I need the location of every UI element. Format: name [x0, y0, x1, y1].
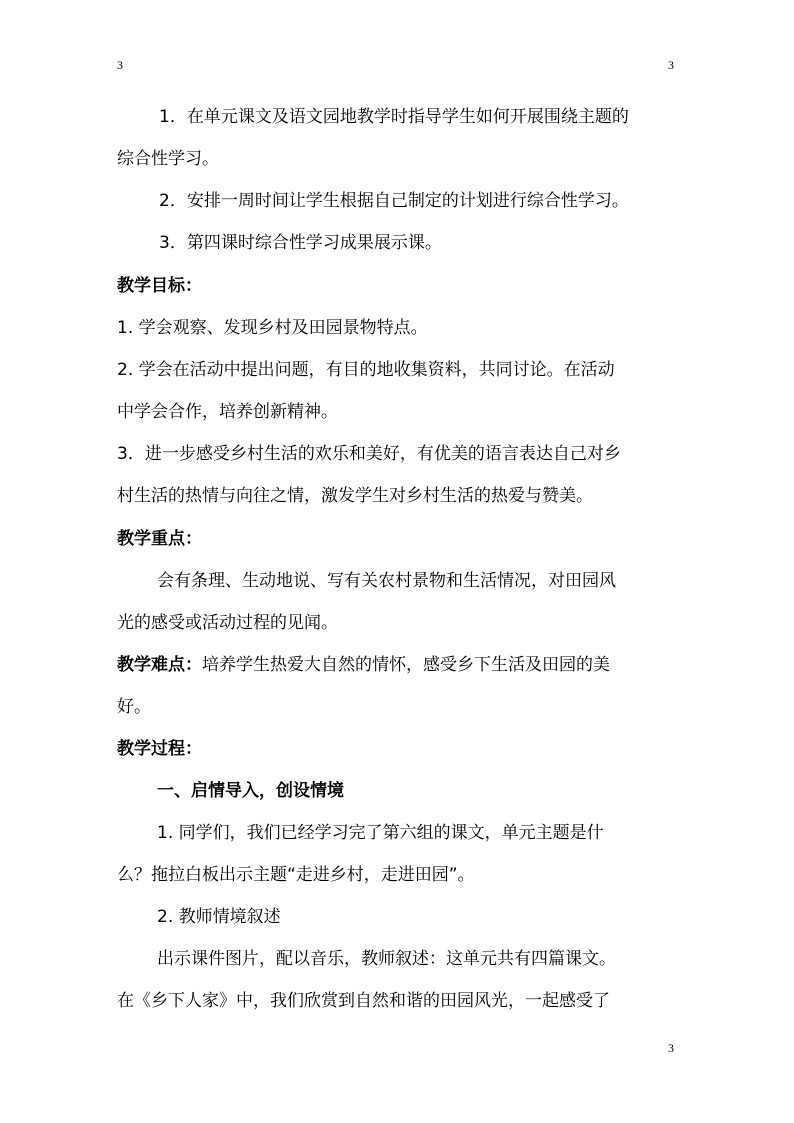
body-line: 综合性学习。 [117, 149, 219, 169]
section-heading: 教学目标： [117, 276, 202, 296]
difficulty-line [117, 654, 677, 676]
body-text: 培养学生热爱大自然的情怀，感受乡下生活及田园的美 [202, 655, 610, 675]
body-line: 么？拖拉白板出示主题“走进乡村，走进田园”。 [117, 865, 475, 885]
section-heading: 教学难点： [117, 655, 202, 675]
page-number-top-right: 3 [668, 58, 674, 72]
body-line: 1. 学会观察、发现乡村及田园景物特点。 [117, 318, 428, 338]
body-line: 好。 [117, 697, 151, 717]
section-heading: 教学过程： [117, 739, 202, 759]
body-line: 会有条理、生动地说、写有关农村景物和生活情况，对田园风 [157, 571, 616, 591]
page-number-bottom-right: 3 [668, 1041, 674, 1055]
subsection-heading: 一、启情导入，创设情境 [157, 781, 344, 801]
body-line: 3．第四课时综合性学习成果展示课。 [159, 233, 442, 253]
body-line: 2．安排一周时间让学生根据自己制定的计划进行综合性学习。 [159, 191, 629, 211]
body-line: 光的感受或活动过程的见闻。 [117, 613, 338, 633]
body-line: 2. 教师情境叙述 [157, 907, 281, 927]
body-line: 在《乡下人家》中，我们欣赏到自然和谐的田园风光，一起感受了 [117, 991, 610, 1011]
body-line: 出示课件图片，配以音乐，教师叙述：这单元共有四篇课文。 [157, 949, 616, 969]
body-line: 1. 同学们，我们已经学习完了第六组的课文，单元主题是什 [157, 823, 604, 843]
body-line: 2. 学会在活动中提出问题，有目的地收集资料，共同讨论。在活动 [117, 360, 615, 380]
body-line: 3．进一步感受乡村生活的欢乐和美好，有优美的语言表达自己对乡 [117, 444, 621, 464]
body-line: 中学会合作，培养创新精神。 [117, 402, 338, 422]
section-heading: 教学重点： [117, 529, 202, 549]
page-number-top-left: 3 [117, 58, 123, 72]
body-line: 1．在单元课文及语文园地教学时指导学生如何开展围绕主题的 [159, 107, 629, 127]
body-line: 村生活的热情与向往之情，激发学生对乡村生活的热爱与赞美。 [117, 486, 593, 506]
